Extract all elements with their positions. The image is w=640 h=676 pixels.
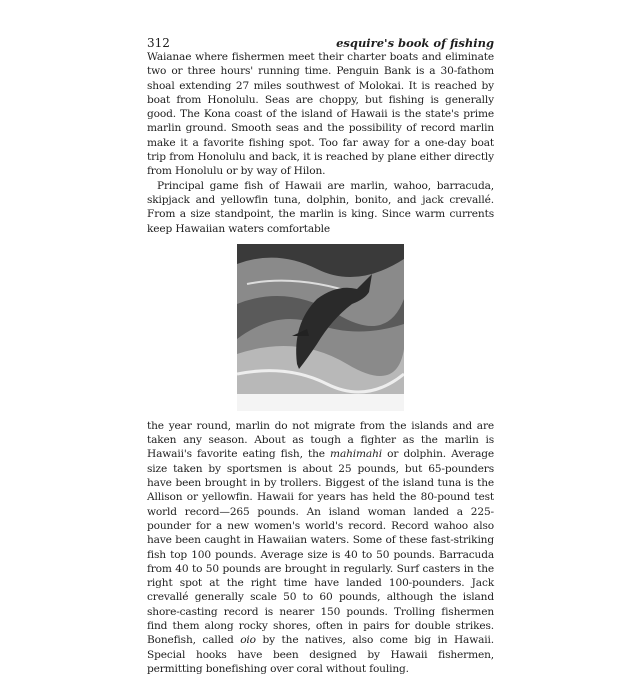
leaping-fish-drawing — [237, 244, 404, 411]
text-run: or dolphin. Average size taken by sportsmen is about 25 pounds, but 65-pounders have been brought in by trollers. Biggest of the island tuna is the Allison or yellowfin. Hawaii for years has held the 80-pound test world record—265 pounds. An island woman landed a 225-pounder for a new women's world's record. Record wahoo also have been caught in Hawaiian waters. Some of these fast-striking fish top 100 pounds. Average size is 40 to 50 pounds. Barracuda from 40 to 50 pounds are brought in regularly. Surf casters in the right spot at the right time have landed 100-pounders. Jack crevallé generally scale 50 to 60 pounds, although the island shore-casting record is nearer 150 pounds. Trolling fishermen find them along rocky shores, often in pairs for double strikes. Bonefish, called — [147, 448, 494, 647]
page-header — [147, 30, 494, 50]
text-run: by the natives, also come big in Hawaii. Special hooks have been designed by Hawaii fishermen, permitting bonefishing over coral without fouling. — [147, 634, 495, 675]
italic-term-mahimahi: mahimahi — [330, 448, 382, 461]
paragraph-3 — [147, 419, 494, 676]
book-page — [147, 30, 494, 676]
paragraph-1: Waianae where fishermen meet their charter boats and eliminate two or three hours' running time. Penguin Bank is a 30-fathom shoal extending 27 miles southwest of Molokai. It is reached by boat from Honolulu. Seas are choppy, but fishing is generally good. The Kona coast of the island of Hawaii is the state's prime marlin ground. Smooth seas and the possibility of record marlin make it a favorite fishing spot. Too far away for a one-day boat trip from Honolulu and back, it is reached by plane either directly from Honolulu or by way of Hilon. — [147, 51, 494, 178]
text-run: the year round, marlin do not migrate from the islands and are taken any season. About as tough a fighter as the marlin is Hawaii's favorite eating fish, the — [147, 419, 494, 461]
italic-term-oio: oio — [240, 634, 256, 647]
running-title: esquire's book of fishing — [336, 36, 494, 50]
paragraph-2: Principal game fish of Hawaii are marlin, wahoo, barracuda, skipjack and yellowfin tuna, dolphin, bonito, and jack crevallé. From a size standpoint, the marlin is king. Since warm currents keep Hawaiian waters comfortable — [147, 179, 494, 235]
page-number: 312 — [147, 36, 170, 50]
fish-illustration — [237, 244, 404, 411]
